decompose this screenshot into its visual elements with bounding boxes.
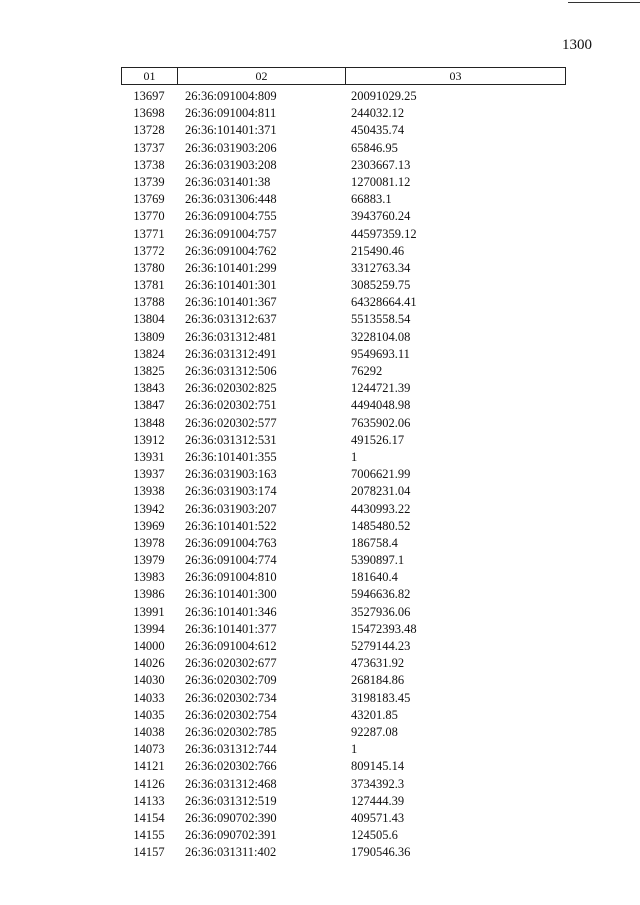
cell-cadastral-number: 26:36:090702:391 (185, 828, 277, 843)
cell-id: 14035 (133, 707, 165, 722)
cell-value: 215490.46 (351, 243, 405, 258)
table-row (121, 415, 566, 432)
cell-cadastral-number: 26:36:091004:810 (185, 570, 277, 585)
cell-value: 20091029.25 (351, 89, 417, 103)
cell-cadastral-number: 26:36:101401:355 (185, 449, 277, 464)
cell-value: 3198183.45 (351, 690, 411, 705)
cell-value: 7006621.99 (351, 467, 411, 482)
table-row (121, 604, 566, 621)
cell-value: 181640.4 (351, 570, 398, 585)
cell-id: 13739 (133, 174, 165, 189)
cell-cadastral-number: 26:36:031903:174 (185, 484, 277, 499)
cell-cadastral-number: 26:36:031903:208 (185, 157, 277, 172)
cell-cadastral-number: 26:36:091004:774 (185, 553, 277, 568)
cell-value: 66883.1 (351, 192, 392, 207)
table-header (121, 67, 566, 85)
table-row (121, 380, 566, 397)
table-row (121, 174, 566, 191)
top-rule (568, 2, 640, 3)
table-row (121, 776, 566, 793)
cell-cadastral-number: 26:36:020302:751 (185, 398, 277, 413)
table-row (121, 105, 566, 122)
cell-id: 13770 (133, 209, 165, 224)
cell-value: 1485480.52 (351, 518, 411, 533)
cell-id: 14073 (133, 742, 165, 757)
table-row (121, 793, 566, 810)
cell-cadastral-number: 26:36:101401:522 (185, 518, 277, 533)
table-row (121, 672, 566, 689)
cell-value: 92287.08 (351, 724, 398, 739)
cell-id: 13942 (133, 501, 165, 516)
cell-value: 76292 (351, 364, 383, 378)
table-row (121, 552, 566, 569)
cell-id: 14038 (133, 724, 165, 739)
cell-cadastral-number: 26:36:091004:809 (185, 89, 277, 103)
cell-id: 14155 (133, 828, 165, 843)
table-row (121, 208, 566, 225)
cell-id: 13769 (133, 192, 165, 207)
table-row (121, 844, 566, 861)
cell-id: 13698 (133, 106, 165, 121)
table-row (121, 277, 566, 294)
cell-id: 14030 (133, 673, 165, 688)
cell-cadastral-number: 26:36:020302:577 (185, 415, 277, 430)
table-row (121, 294, 566, 311)
cell-cadastral-number: 26:36:031903:206 (185, 140, 277, 155)
table-row (121, 501, 566, 518)
cell-value: 3312763.34 (351, 260, 411, 275)
cell-cadastral-number: 26:36:020302:734 (185, 690, 277, 705)
table-row (121, 466, 566, 483)
cell-id: 13738 (133, 157, 165, 172)
table-row (121, 432, 566, 449)
cell-cadastral-number: 26:36:091004:763 (185, 535, 277, 550)
cell-cadastral-number: 26:36:101401:367 (185, 295, 277, 310)
table-row (121, 191, 566, 208)
cell-cadastral-number: 26:36:031312:531 (185, 432, 277, 447)
cell-value: 44597359.12 (351, 226, 417, 241)
cell-id: 13978 (133, 535, 165, 550)
cell-cadastral-number: 26:36:101401:346 (185, 604, 277, 619)
cell-cadastral-number: 26:36:031312:519 (185, 793, 277, 808)
cell-id: 14157 (133, 845, 165, 860)
cell-cadastral-number: 26:36:091004:612 (185, 639, 277, 653)
cell-value: 268184.86 (351, 673, 405, 688)
cell-id: 13931 (133, 449, 165, 464)
cell-value: 5946636.82 (351, 587, 411, 602)
cell-value: 4494048.98 (351, 398, 411, 413)
cell-cadastral-number: 26:36:031312:744 (185, 742, 277, 757)
table-row (121, 586, 566, 603)
cell-id: 13737 (133, 140, 165, 155)
cell-cadastral-number: 26:36:020302:754 (185, 707, 277, 722)
cell-cadastral-number: 26:36:091004:762 (185, 243, 277, 258)
cell-value: 9549693.11 (351, 346, 410, 361)
cell-id: 13847 (133, 398, 165, 413)
cell-value: 3228104.08 (351, 329, 411, 344)
cell-value: 809145.14 (351, 759, 405, 774)
cell-id: 14026 (133, 656, 165, 671)
header-col-02: 02 (178, 68, 346, 84)
cell-cadastral-number: 26:36:101401:377 (185, 621, 277, 636)
table-row (121, 483, 566, 500)
table-row (121, 157, 566, 174)
cell-id: 13771 (133, 226, 165, 241)
cell-cadastral-number: 26:36:091004:755 (185, 209, 277, 224)
cell-cadastral-number: 26:36:020302:825 (185, 381, 277, 396)
table-row (121, 122, 566, 139)
cell-value: 43201.85 (351, 707, 398, 722)
table-row (121, 810, 566, 827)
cell-id: 13697 (133, 89, 165, 103)
cell-cadastral-number: 26:36:031903:163 (185, 467, 277, 482)
cell-cadastral-number: 26:36:090702:390 (185, 810, 277, 825)
table-row (121, 638, 566, 655)
cell-cadastral-number: 26:36:031312:468 (185, 776, 277, 791)
cell-value: 3943760.24 (351, 209, 411, 224)
cell-value: 1 (351, 449, 358, 464)
table-row (121, 346, 566, 363)
cell-id: 13938 (133, 484, 165, 499)
cell-cadastral-number: 26:36:031312:491 (185, 346, 277, 361)
cell-id: 13809 (133, 329, 165, 344)
cell-id: 13991 (133, 604, 165, 619)
table-row (121, 827, 566, 844)
cell-id: 13848 (133, 415, 165, 430)
cell-value: 3527936.06 (351, 604, 411, 619)
cell-id: 13728 (133, 123, 165, 138)
table-row (121, 518, 566, 535)
cell-value: 15472393.48 (351, 621, 417, 636)
cell-id: 13986 (133, 587, 165, 602)
cell-value: 65846.95 (351, 140, 398, 155)
cell-id: 13843 (133, 381, 165, 396)
cell-value: 7635902.06 (351, 415, 411, 430)
cell-id: 13772 (133, 243, 165, 258)
cell-value: 1790546.36 (351, 845, 411, 860)
cell-cadastral-number: 26:36:091004:757 (185, 226, 277, 241)
table-row (121, 690, 566, 707)
cell-value: 473631.92 (351, 656, 405, 671)
cell-cadastral-number: 26:36:031312:506 (185, 364, 277, 378)
cell-value: 1 (351, 742, 358, 757)
table-row (121, 655, 566, 672)
cell-cadastral-number: 26:36:020302:785 (185, 724, 277, 739)
table-row (121, 311, 566, 328)
table-row (121, 707, 566, 724)
table-row (121, 449, 566, 466)
table-row (121, 88, 566, 105)
cell-value: 5390897.1 (351, 553, 405, 568)
cell-cadastral-number: 26:36:031401:38 (185, 174, 271, 189)
cell-id: 13912 (133, 432, 165, 447)
table-row (121, 243, 566, 260)
cell-id: 13979 (133, 553, 165, 568)
cell-cadastral-number: 26:36:031903:207 (185, 501, 277, 516)
cell-cadastral-number: 26:36:031311:402 (185, 845, 277, 860)
cell-id: 13994 (133, 621, 165, 636)
cell-value: 3085259.75 (351, 278, 411, 293)
cell-cadastral-number: 26:36:020302:677 (185, 656, 277, 671)
cell-id: 13824 (133, 346, 165, 361)
cell-id: 13969 (133, 518, 165, 533)
table-row (121, 621, 566, 638)
table-row (121, 329, 566, 346)
cell-id: 14154 (133, 810, 165, 825)
table-row (121, 140, 566, 157)
cell-cadastral-number: 26:36:020302:709 (185, 673, 277, 688)
cell-id: 13983 (133, 570, 165, 585)
table-row (121, 363, 566, 380)
cell-id: 13825 (133, 364, 165, 378)
cell-cadastral-number: 26:36:031312:637 (185, 312, 277, 327)
table-row (121, 397, 566, 414)
cell-value: 409571.43 (351, 810, 405, 825)
cell-value: 124505.6 (351, 828, 398, 843)
table-row (121, 535, 566, 552)
cell-cadastral-number: 26:36:101401:371 (185, 123, 277, 138)
cell-value: 5513558.54 (351, 312, 411, 327)
cell-cadastral-number: 26:36:101401:300 (185, 587, 277, 602)
table-row (121, 226, 566, 243)
cell-id: 14126 (133, 776, 165, 791)
cell-value: 2078231.04 (351, 484, 411, 499)
cell-id: 13937 (133, 467, 165, 482)
cell-id: 14033 (133, 690, 165, 705)
cell-value: 2303667.13 (351, 157, 411, 172)
cell-id: 14000 (133, 639, 165, 653)
cell-value: 64328664.41 (351, 295, 417, 310)
table-row (121, 724, 566, 741)
cell-id: 14121 (133, 759, 165, 774)
cell-value: 1270081.12 (351, 174, 411, 189)
cell-value: 244032.12 (351, 106, 405, 121)
table-row (121, 569, 566, 586)
cell-value: 450435.74 (351, 123, 405, 138)
header-col-01: 01 (122, 68, 178, 84)
cell-id: 14133 (133, 793, 165, 808)
data-table (121, 67, 566, 861)
cell-id: 13781 (133, 278, 165, 293)
table-body (121, 88, 566, 861)
cell-value: 186758.4 (351, 535, 398, 550)
cell-cadastral-number: 26:36:020302:766 (185, 759, 277, 774)
cell-id: 13780 (133, 260, 165, 275)
cell-value: 1244721.39 (351, 381, 411, 396)
cell-cadastral-number: 26:36:031306:448 (185, 192, 277, 207)
cell-cadastral-number: 26:36:091004:811 (185, 106, 277, 121)
page-number: 1300 (562, 37, 592, 53)
cell-value: 127444.39 (351, 793, 405, 808)
cell-cadastral-number: 26:36:101401:301 (185, 278, 277, 293)
cell-id: 13788 (133, 295, 165, 310)
cell-value: 4430993.22 (351, 501, 411, 516)
header-col-03: 03 (449, 68, 462, 83)
cell-cadastral-number: 26:36:031312:481 (185, 329, 277, 344)
cell-cadastral-number: 26:36:101401:299 (185, 260, 277, 275)
cell-value: 5279144.23 (351, 639, 411, 653)
table-row (121, 758, 566, 775)
cell-id: 13804 (133, 312, 165, 327)
table-row (121, 260, 566, 277)
table-row (121, 741, 566, 758)
cell-value: 3734392.3 (351, 776, 405, 791)
cell-value: 491526.17 (351, 432, 405, 447)
